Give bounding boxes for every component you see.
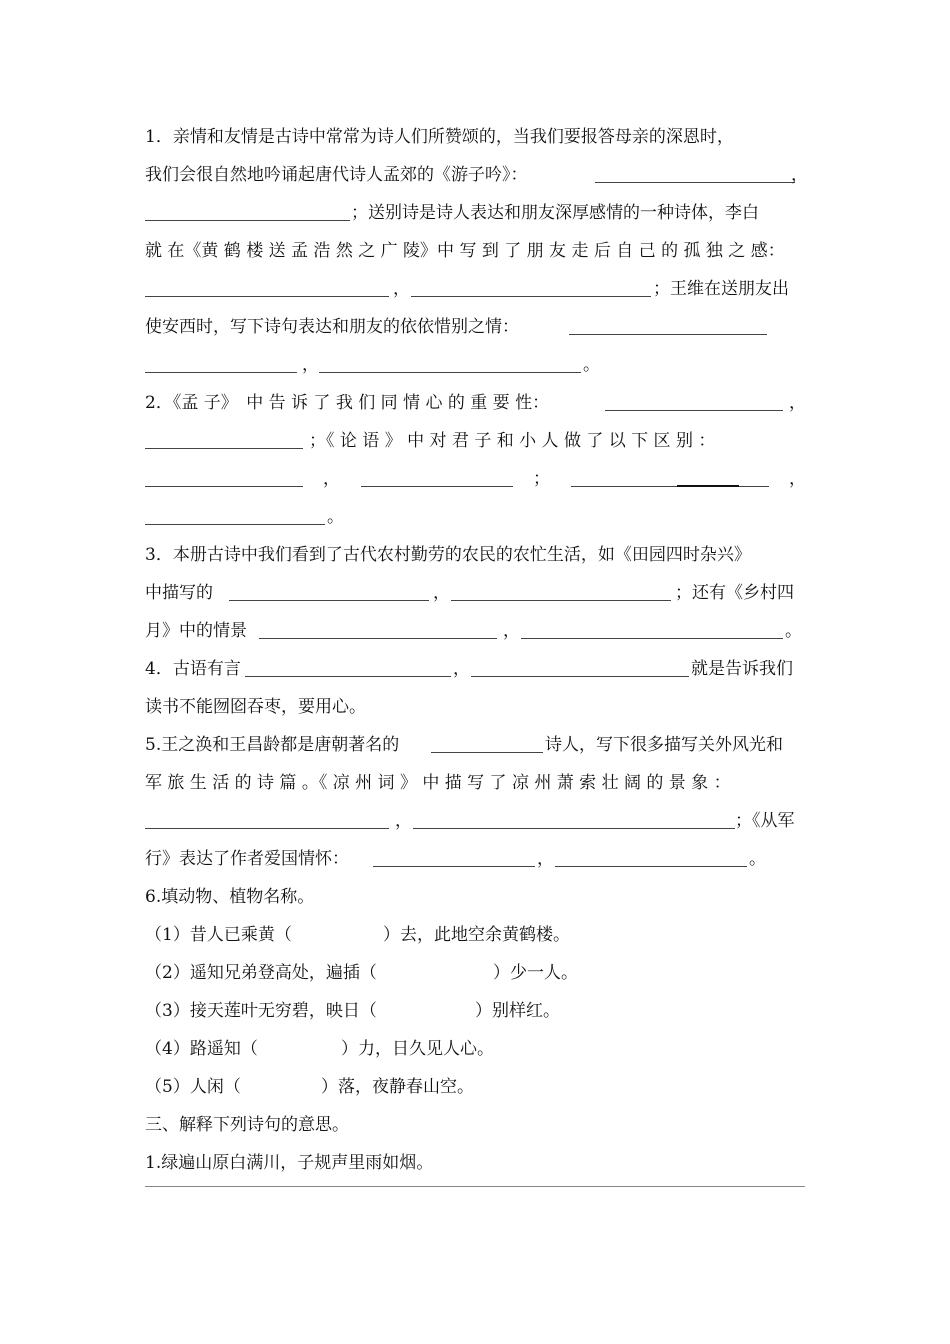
q6-item-post: ）去，此地空余黄鹤楼。 [383, 925, 570, 945]
punct: ， [789, 393, 806, 413]
answer-blank[interactable] [361, 486, 513, 487]
q6-title [145, 878, 805, 916]
section3-q1-text: 1.绿遍山原白满川，子规声里雨如烟。 [145, 1153, 434, 1173]
q5-line-2 [145, 764, 805, 802]
answer-blank[interactable] [245, 676, 451, 677]
worksheet-page [145, 118, 808, 1182]
answer-blank[interactable] [145, 448, 303, 449]
q5-text-1b: 诗人，写下很多描写关外风光和 [545, 735, 783, 755]
punct: ， [433, 583, 450, 603]
answer-blank-underline [677, 485, 739, 487]
answer-blank[interactable] [555, 866, 747, 867]
punct: ， [393, 279, 410, 299]
answer-blank[interactable] [431, 752, 543, 753]
answer-blank[interactable] [571, 486, 677, 487]
q6-item-pre: （1）昔人已乘黄（ [145, 925, 292, 945]
answer-blank[interactable] [373, 866, 535, 867]
answer-blank[interactable] [739, 486, 769, 487]
answer-blank[interactable] [411, 296, 651, 297]
q4-line-1 [145, 650, 805, 688]
q6-item-post: ）力，日久见人心。 [341, 1039, 494, 1059]
q6-item-2 [145, 954, 805, 992]
answer-blank[interactable] [145, 372, 297, 373]
q2-text-1: 2．《孟 子》 中 告 诉 了 我 们 同 情 心 的 重 要 性： [145, 393, 550, 413]
answer-blank[interactable] [229, 600, 429, 601]
punct: 。 [583, 355, 600, 375]
q1-line-7 [145, 346, 805, 384]
q5-line-3 [145, 802, 805, 840]
q6-item-pre: （4）路遥知（ [145, 1039, 258, 1059]
answer-line[interactable] [145, 1186, 805, 1187]
q1-line-4 [145, 232, 805, 270]
answer-blank[interactable] [145, 220, 350, 221]
answer-blank[interactable] [145, 524, 325, 525]
q1-text-3: ；送别诗是诗人表达和朋友深厚感情的一种诗体，李白 [351, 203, 759, 223]
q3-line-1 [145, 536, 805, 574]
q5-text-1: 5.王之涣和王昌龄都是唐朝著名的 [145, 735, 400, 755]
q5-line-4 [145, 840, 805, 878]
q5-text-2: 军 旅 生 活 的 诗 篇 。《 凉 州 词 》 中 描 写 了 凉 州 萧 索 壮 阔 的 景 象 ： [145, 773, 731, 793]
punct: ， [503, 621, 520, 641]
q1-text-4: 就 在《黄 鹤 楼 送 孟 浩 然 之 广 陵》中 写 到 了 朋 友 走 后 自 己 的 孤 独 之 感： [145, 241, 785, 261]
answer-blank[interactable] [605, 410, 783, 411]
answer-blank[interactable] [569, 334, 767, 335]
q3-text-2b: ；还有《乡村四 [675, 583, 794, 603]
punct: ， [323, 469, 340, 489]
punct: ， [395, 811, 412, 831]
q5-text-4: 行》表达了作者爱国情怀： [145, 849, 349, 869]
punct: ， [791, 165, 808, 185]
section3-title [145, 1106, 805, 1144]
q2-line-4 [145, 498, 805, 536]
q6-title-text: 6.填动物、植物名称。 [145, 887, 315, 907]
section3-title-text: 三、解释下列诗句的意思。 [145, 1115, 349, 1135]
q2-line-3 [145, 460, 805, 498]
q1-line-1 [145, 118, 805, 156]
q6-item-post: ）少一人。 [493, 963, 578, 983]
answer-blank[interactable] [471, 676, 689, 677]
punct: ； [533, 469, 550, 489]
q1-text-2: 我们会很自然地吟诵起唐代诗人孟郊的《游子吟》： [145, 165, 528, 185]
q1-text-6: 使安西时，写下诗句表达和朋友的依依惜别之情： [145, 317, 519, 337]
q5-line-1 [145, 726, 805, 764]
q5-text-3: ；《从军 [735, 811, 795, 831]
q4-text-1: 4．古语有言 [145, 659, 241, 679]
punct: ， [453, 659, 470, 679]
q6-item-pre: （5）人闲（ [145, 1077, 241, 1097]
q4-line-2 [145, 688, 805, 726]
q4-text-1b: 就是告诉我们 [691, 659, 793, 679]
punct: 。 [785, 621, 802, 641]
q1-line-6 [145, 308, 805, 346]
punct: ， [302, 355, 319, 375]
q6-item-pre: （3）接天莲叶无穷碧，映日（ [145, 1001, 377, 1021]
answer-blank[interactable] [145, 828, 389, 829]
answer-blank[interactable] [451, 600, 671, 601]
answer-blank[interactable] [413, 828, 735, 829]
answer-blank[interactable] [145, 296, 389, 297]
answer-blank[interactable] [319, 372, 581, 373]
q3-text-3: 月》中的情景 [145, 621, 247, 641]
q2-line-2 [145, 422, 805, 460]
q6-item-pre: （2）遥知兄弟登高处，遍插（ [145, 963, 377, 983]
q1-text-5: ；王维在送朋友出 [653, 279, 789, 299]
q1-text-1: 1．亲情和友情是古诗中常常为诗人们所赞颂的，当我们要报答母亲的深恩时， [145, 127, 734, 147]
q2-line-1 [145, 384, 805, 422]
q3-line-3 [145, 612, 805, 650]
q4-text-2: 读书不能囫囵吞枣，要用心。 [145, 697, 366, 717]
punct: 。 [749, 849, 766, 869]
q1-line-5 [145, 270, 805, 308]
q6-item-5 [145, 1068, 805, 1106]
q6-item-post: ）落，夜静春山空。 [321, 1077, 474, 1097]
answer-blank[interactable] [259, 638, 497, 639]
q6-item-3 [145, 992, 805, 1030]
q6-item-post: ）别样红。 [475, 1001, 560, 1021]
section3-q1 [145, 1144, 805, 1182]
punct: ， [789, 469, 806, 489]
answer-blank[interactable] [595, 182, 795, 183]
answer-blank[interactable] [521, 638, 783, 639]
punct: ， [537, 849, 554, 869]
q3-text-1: 3．本册古诗中我们看到了古代农村勤劳的农民的农忙生活，如《田园四时杂兴》 [145, 545, 751, 565]
q3-line-2 [145, 574, 805, 612]
q1-line-3 [145, 194, 805, 232]
answer-blank[interactable] [145, 486, 303, 487]
q6-item-1 [145, 916, 805, 954]
q3-text-2: 中描写的 [145, 583, 213, 603]
punct: 。 [327, 507, 344, 527]
q1-line-2 [145, 156, 808, 194]
q6-item-4 [145, 1030, 805, 1068]
q2-text-2: ；《 论 语 》 中 对 君 子 和 小 人 做 了 以 下 区 别 ： [309, 431, 716, 451]
